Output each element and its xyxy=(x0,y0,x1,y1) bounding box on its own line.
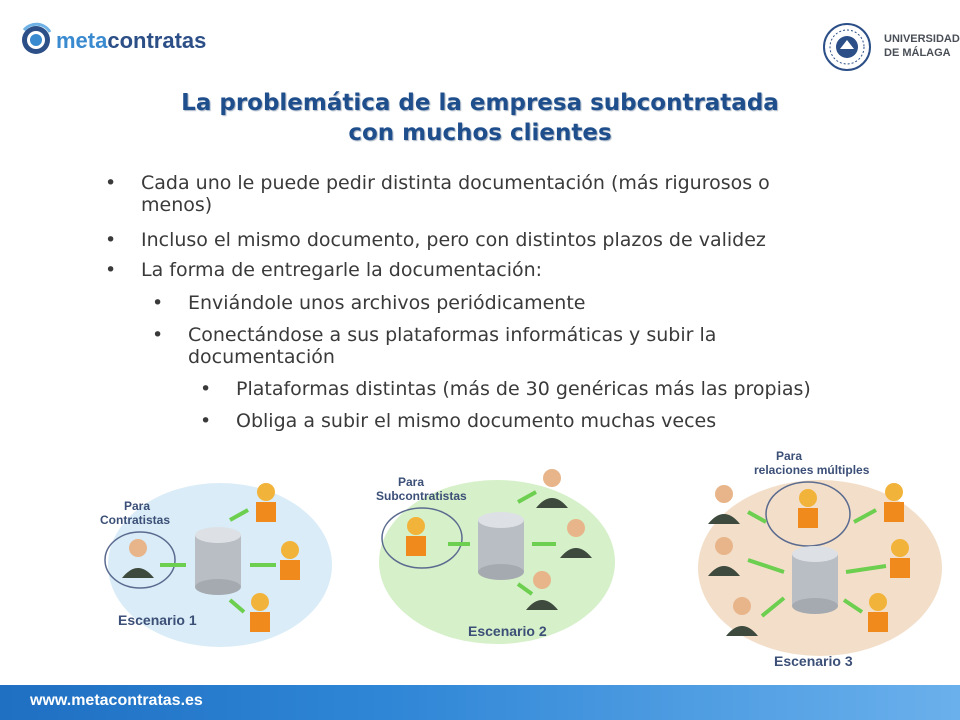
universidad-malaga-text: UNIVERSIDAD DE MÁLAGA xyxy=(884,33,960,59)
bullet-item: • La forma de entregarle la documentación: xyxy=(105,259,543,281)
title-line-1: La problemática de la empresa subcontratada xyxy=(181,90,779,116)
scenario-3-diagram xyxy=(690,448,950,670)
scenario-para-label: Para xyxy=(124,499,151,513)
worker-icon xyxy=(884,483,904,522)
worker-icon xyxy=(406,517,426,556)
sub-bullet-item: • Conectándose a sus plataformas informáticas y subir la documentación xyxy=(152,324,717,368)
footer-url[interactable]: www.metacontratas.es xyxy=(30,692,203,709)
bullet-item: • Incluso el mismo documento, pero con distintos plazos de validez xyxy=(105,229,766,251)
sub-bullet-item: • Enviándole unos archivos periódicamente xyxy=(152,292,586,314)
scenario-para-label: Subcontratistas xyxy=(376,489,467,503)
database-icon xyxy=(478,512,524,580)
bullet-dot-icon: • xyxy=(105,259,117,281)
bullet-dot-icon: • xyxy=(200,378,212,400)
slide-title xyxy=(0,88,960,148)
scenario-2-diagram xyxy=(372,462,622,652)
scenario-label: Escenario 1 xyxy=(118,612,197,628)
metacontratas-logo-text: metacontratas xyxy=(56,28,207,53)
scenario-para-label: Para xyxy=(776,449,803,463)
scenario-1-diagram xyxy=(90,470,340,650)
bullet-dot-icon: • xyxy=(105,172,117,194)
sub-sub-bullet-item: • Plataformas distintas (más de 30 genéricas más las propias) xyxy=(200,378,811,400)
worker-icon xyxy=(868,593,888,632)
scenario-label: Escenario 2 xyxy=(468,623,547,639)
worker-icon xyxy=(798,489,818,528)
worker-icon xyxy=(890,539,910,578)
bullet-dot-icon: • xyxy=(105,229,117,251)
scenario-para-label: Para xyxy=(398,475,425,489)
scenario-label: Escenario 3 xyxy=(774,653,853,669)
database-icon xyxy=(195,527,241,595)
bullet-item: • Cada uno le puede pedir distinta documentación (más rigurosos o menos) xyxy=(105,172,770,216)
scenario-para-label: relaciones múltiples xyxy=(754,463,870,477)
title-line-2: con muchos clientes xyxy=(348,120,612,146)
bullet-dot-icon: • xyxy=(200,410,212,432)
bullet-dot-icon: • xyxy=(152,292,164,314)
database-icon xyxy=(792,546,838,614)
bullet-dot-icon: • xyxy=(152,324,164,346)
worker-icon xyxy=(256,483,276,522)
worker-icon xyxy=(250,593,270,632)
sub-sub-bullet-item: • Obliga a subir el mismo documento muchas veces xyxy=(200,410,717,432)
worker-icon xyxy=(280,541,300,580)
scenario-para-label: Contratistas xyxy=(100,513,171,527)
